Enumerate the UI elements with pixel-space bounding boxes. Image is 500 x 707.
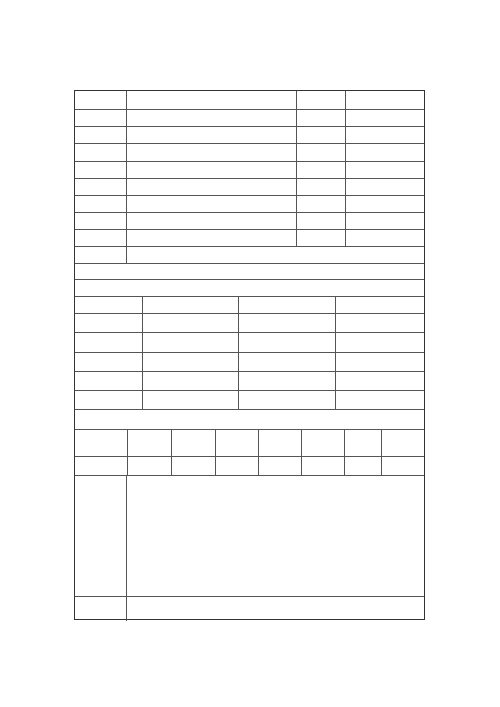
row-divider [75,229,424,230]
row-divider [75,409,424,410]
row-divider [75,126,424,127]
row-divider [75,371,424,372]
row-divider [75,296,424,297]
content-column-divider [335,296,336,409]
row-divider [75,246,424,247]
report-table [74,90,425,620]
header-value-divider [296,91,297,246]
row-divider [75,475,424,476]
header-right-divider [345,91,346,246]
grading-column-divider [344,429,345,475]
row-divider [75,178,424,179]
row-divider [75,279,424,280]
content-column-divider [142,296,143,409]
row-divider [75,195,424,196]
row-divider [75,596,424,597]
row-divider [75,390,424,391]
row-divider [75,263,424,264]
grading-column-divider [171,429,172,475]
row-divider [75,313,424,314]
grading-column-divider [301,429,302,475]
row-divider [75,352,424,353]
grading-column-divider [215,429,216,475]
row-divider [75,332,424,333]
content-column-divider [238,296,239,409]
row-divider [75,143,424,144]
header-label-divider [126,91,127,263]
conclusion-divider [126,475,127,621]
row-divider [75,212,424,213]
row-divider [75,161,424,162]
grading-column-divider [127,429,128,475]
grading-column-divider [258,429,259,475]
row-divider [75,456,424,457]
row-divider [75,109,424,110]
grading-column-divider [381,429,382,475]
